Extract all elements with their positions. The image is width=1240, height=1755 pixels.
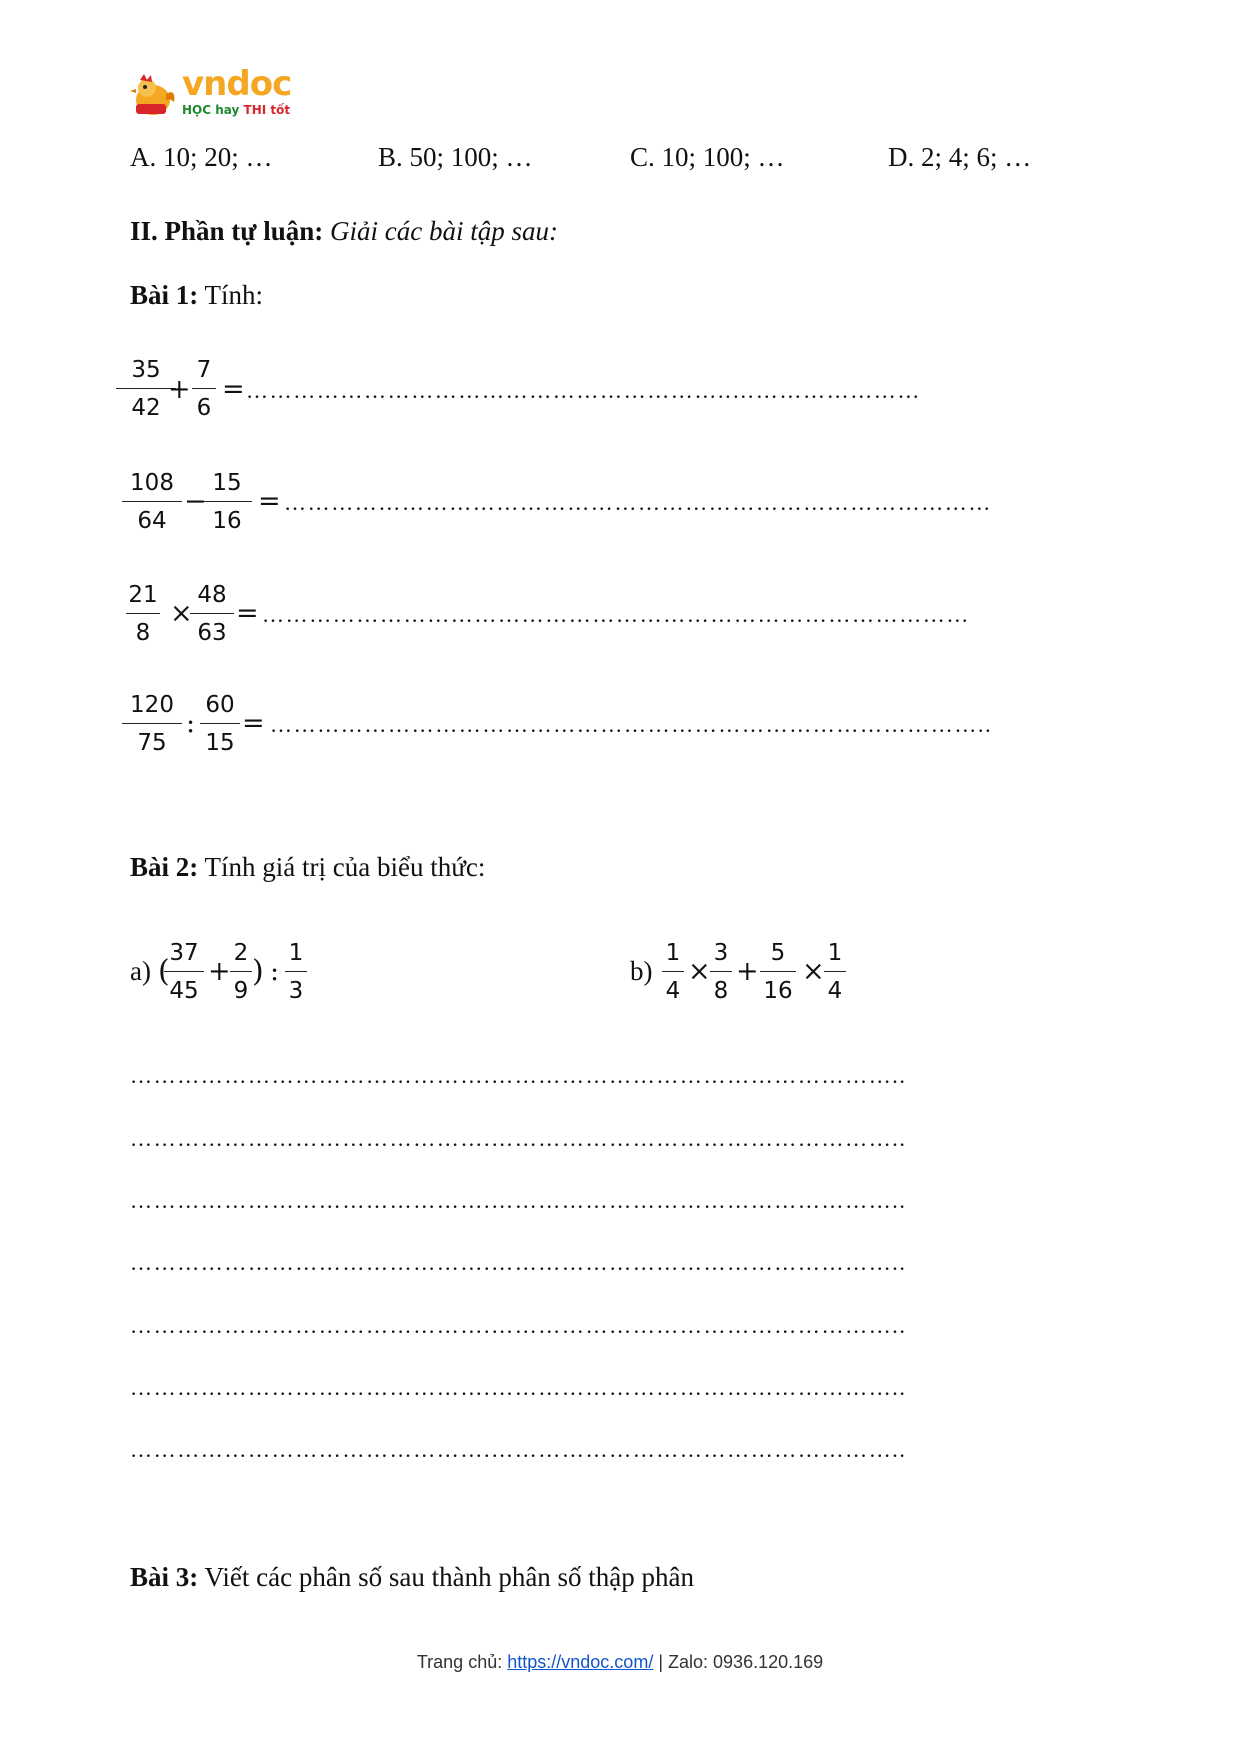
fraction-denominator: 8 <box>135 620 151 646</box>
fraction-denominator: 3 <box>288 978 304 1004</box>
equals-sign: = <box>222 374 245 405</box>
fraction-bar <box>164 971 204 972</box>
fraction <box>200 690 240 758</box>
fraction <box>760 938 796 1006</box>
fraction <box>710 938 732 1006</box>
fraction <box>164 938 204 1006</box>
rooster-mascot-icon <box>130 74 176 118</box>
logo-slogan <box>182 103 290 117</box>
footer-prefix: Trang chủ: <box>416 1652 503 1672</box>
exercise-2-text: Tính giá trị của biểu thức: <box>204 852 486 882</box>
fraction-denominator: 75 <box>137 730 167 756</box>
fraction-numerator: 35 <box>131 357 161 383</box>
fraction-numerator: 15 <box>212 470 242 496</box>
answer-line[interactable]: ……………………………………….…………………………………………….. <box>130 1250 907 1275</box>
fraction-denominator: 4 <box>665 978 681 1004</box>
exercise-3-title <box>130 1562 694 1593</box>
fraction <box>122 690 182 758</box>
fraction <box>202 468 252 536</box>
fraction-bar <box>710 971 732 972</box>
open-paren: ( <box>158 954 170 989</box>
operator: − <box>184 486 207 517</box>
fraction-bar <box>202 501 252 502</box>
fraction-bar <box>116 388 176 389</box>
fraction <box>190 580 234 648</box>
fraction <box>662 938 684 1006</box>
fraction-numerator: 1 <box>288 940 304 966</box>
fraction-numerator: 1 <box>827 940 843 966</box>
answer-dots[interactable]: ……………………………………………………………………………….. <box>270 712 993 737</box>
fraction-bar <box>200 723 240 724</box>
footer-home-link[interactable]: https://vndoc.com/ <box>507 1652 654 1672</box>
page-footer <box>0 1652 1240 1673</box>
answer-line[interactable]: ……………………………………….…………………………………………….. <box>130 1063 907 1088</box>
fraction-numerator: 2 <box>233 940 249 966</box>
fraction-denominator: 16 <box>763 978 793 1004</box>
fraction <box>824 938 846 1006</box>
operator: × <box>688 956 711 987</box>
fraction-denominator: 8 <box>713 978 729 1004</box>
logo-slogan-part2: THI tốt <box>243 103 291 117</box>
operator: + <box>168 374 191 405</box>
fraction-numerator: 108 <box>130 470 174 496</box>
fraction-denominator: 6 <box>196 395 212 421</box>
logo-slogan-part1: HỌC hay <box>182 103 240 117</box>
section-heading <box>130 216 558 247</box>
option-c: C. 10; 100; … <box>630 142 785 172</box>
exercise-2-title <box>130 852 485 883</box>
fraction-bar <box>190 613 234 614</box>
fraction-bar <box>662 971 684 972</box>
fraction-numerator: 21 <box>128 582 158 608</box>
answer-dots[interactable]: ……………………………………………………..…………………… <box>246 378 921 403</box>
fraction-bar <box>824 971 846 972</box>
operator: + <box>208 956 231 987</box>
fraction-denominator: 16 <box>212 508 242 534</box>
fraction-numerator: 1 <box>665 940 681 966</box>
operator: × <box>802 956 825 987</box>
expression-a-prefix: a) <box>130 956 151 986</box>
exercise-3-label: Bài 3: <box>130 1562 199 1592</box>
exercise-1-title <box>130 280 263 311</box>
section-heading-subtitle: Giải các bài tập sau: <box>330 216 558 246</box>
logo-wordmark: vndoc <box>182 64 292 104</box>
fraction <box>116 580 170 648</box>
operator: : <box>186 708 196 739</box>
operator: : <box>270 956 280 987</box>
answer-line[interactable]: ……………………………………….…………………………………………….. <box>130 1126 907 1151</box>
equals-sign: = <box>236 598 259 629</box>
fraction-numerator: 7 <box>196 357 212 383</box>
exercise-1-label: Bài 1: <box>130 280 199 310</box>
fraction-numerator: 3 <box>713 940 729 966</box>
fraction-bar <box>285 971 307 972</box>
exercise-1-text: Tính: <box>204 280 264 310</box>
answer-line[interactable]: ……………………………………….…………………………………………….. <box>130 1313 907 1338</box>
fraction-bar <box>122 501 182 502</box>
expression-b-prefix: b) <box>630 956 653 986</box>
fraction <box>122 468 182 536</box>
fraction-bar <box>122 723 182 724</box>
fraction-numerator: 60 <box>205 692 235 718</box>
fraction-denominator: 64 <box>137 508 167 534</box>
footer-contact: | Zalo: 0936.120.169 <box>658 1652 824 1672</box>
fraction <box>230 938 252 1006</box>
answer-dots[interactable]: ……………………………………………………………………………… <box>284 490 992 515</box>
fraction-denominator: 42 <box>131 395 161 421</box>
fraction-bar <box>192 388 216 389</box>
answer-line[interactable]: ……………………………………….…………………………………………….. <box>130 1375 907 1400</box>
exercise-3-text: Viết các phân số sau thành phân số thập phân <box>204 1562 695 1592</box>
fraction-denominator: 4 <box>827 978 843 1004</box>
section-heading-label: II. Phần tự luận: <box>130 216 324 246</box>
fraction-bar <box>230 971 252 972</box>
vndoc-logo <box>130 64 300 126</box>
operator: + <box>736 956 759 987</box>
answer-dots[interactable]: ……………………………………………………………………………… <box>262 602 970 627</box>
option-b: B. 50; 100; … <box>378 142 533 172</box>
equals-sign: = <box>242 708 265 739</box>
operator: × <box>170 598 193 629</box>
fraction-bar <box>760 971 796 972</box>
answer-line[interactable]: ……………………………………….…………………………………………….. <box>130 1437 907 1462</box>
fraction-numerator: 48 <box>197 582 227 608</box>
fraction-numerator: 120 <box>130 692 174 718</box>
fraction-denominator: 63 <box>197 620 227 646</box>
option-d: D. 2; 4; 6; … <box>888 142 1032 172</box>
close-paren: ) <box>252 954 264 989</box>
fraction-numerator: 5 <box>770 940 786 966</box>
answer-line[interactable]: ……………………………………….…………………………………………….. <box>130 1188 907 1213</box>
option-a: A. 10; 20; … <box>130 142 273 172</box>
fraction <box>116 355 176 423</box>
equals-sign: = <box>258 486 281 517</box>
fraction-denominator: 45 <box>169 978 199 1004</box>
fraction-denominator: 9 <box>233 978 249 1004</box>
exercise-2-label: Bài 2: <box>130 852 199 882</box>
fraction-numerator: 37 <box>169 940 199 966</box>
fraction-bar <box>126 613 160 614</box>
fraction-denominator: 15 <box>205 730 235 756</box>
fraction <box>285 938 307 1006</box>
